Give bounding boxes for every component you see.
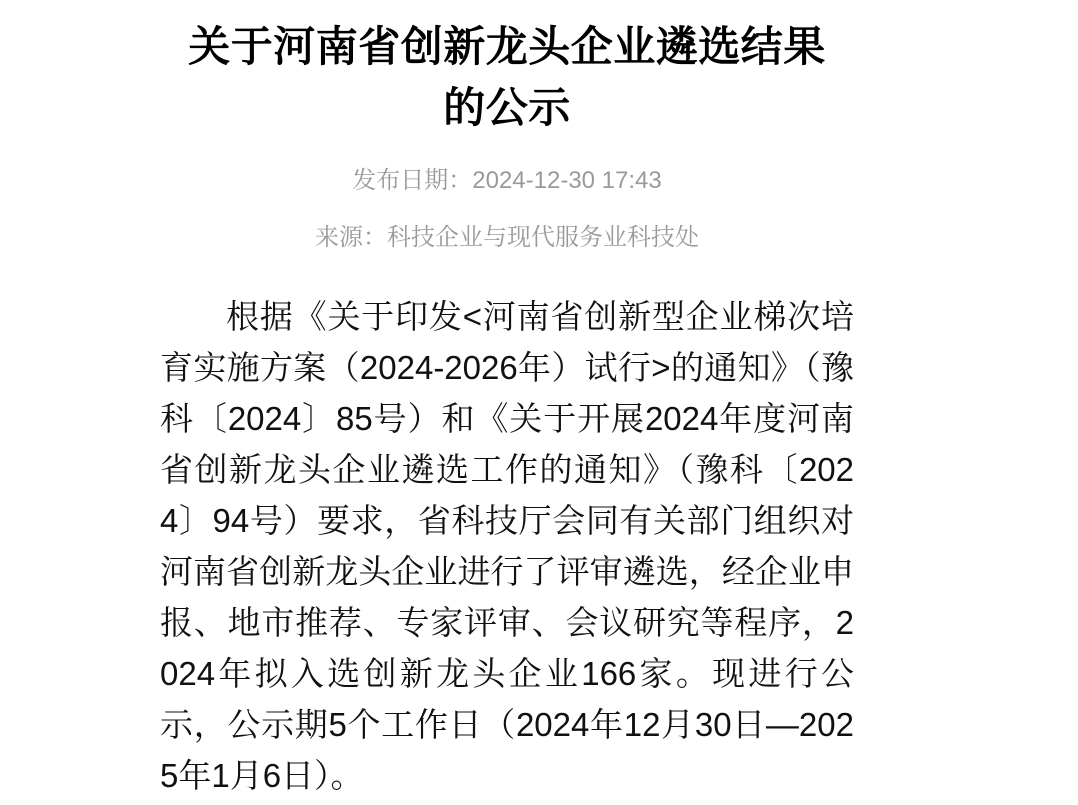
publish-date-value: 2024-12-30 17:43 xyxy=(472,167,662,194)
source-value: 科技企业与现代服务业科技处 xyxy=(387,224,699,251)
publish-date-label: 发布日期： xyxy=(352,167,473,194)
article-title-line-1: 关于河南省创新龙头企业遴选结果 xyxy=(188,23,826,70)
source-label: 来源： xyxy=(315,224,387,251)
source-line xyxy=(160,223,854,253)
publish-date-line xyxy=(160,166,854,196)
article-title-line-2: 的公示 xyxy=(443,84,571,131)
article-body-paragraph: 根据《关于印发<河南省创新型企业梯次培育实施方案（2024-2026年）试行>的通知》（豫科〔2024〕85号）和《关于开展2024年度河南省创新龙头企业遴选工作的通知》（豫科〔2024〕94号）要求，省科技厅会同有关部门组织对河南省创新龙头企业进行了评审遴选，经企业申报、地市推荐、专家评审、会议研究等程序，2024年拟入选创新龙头企业166家。现进行公示，公示期5个工作日（2024年12月30日—2025年1月6日）。 xyxy=(160,298,854,794)
announcement-article xyxy=(160,0,854,801)
article-title xyxy=(160,16,854,138)
